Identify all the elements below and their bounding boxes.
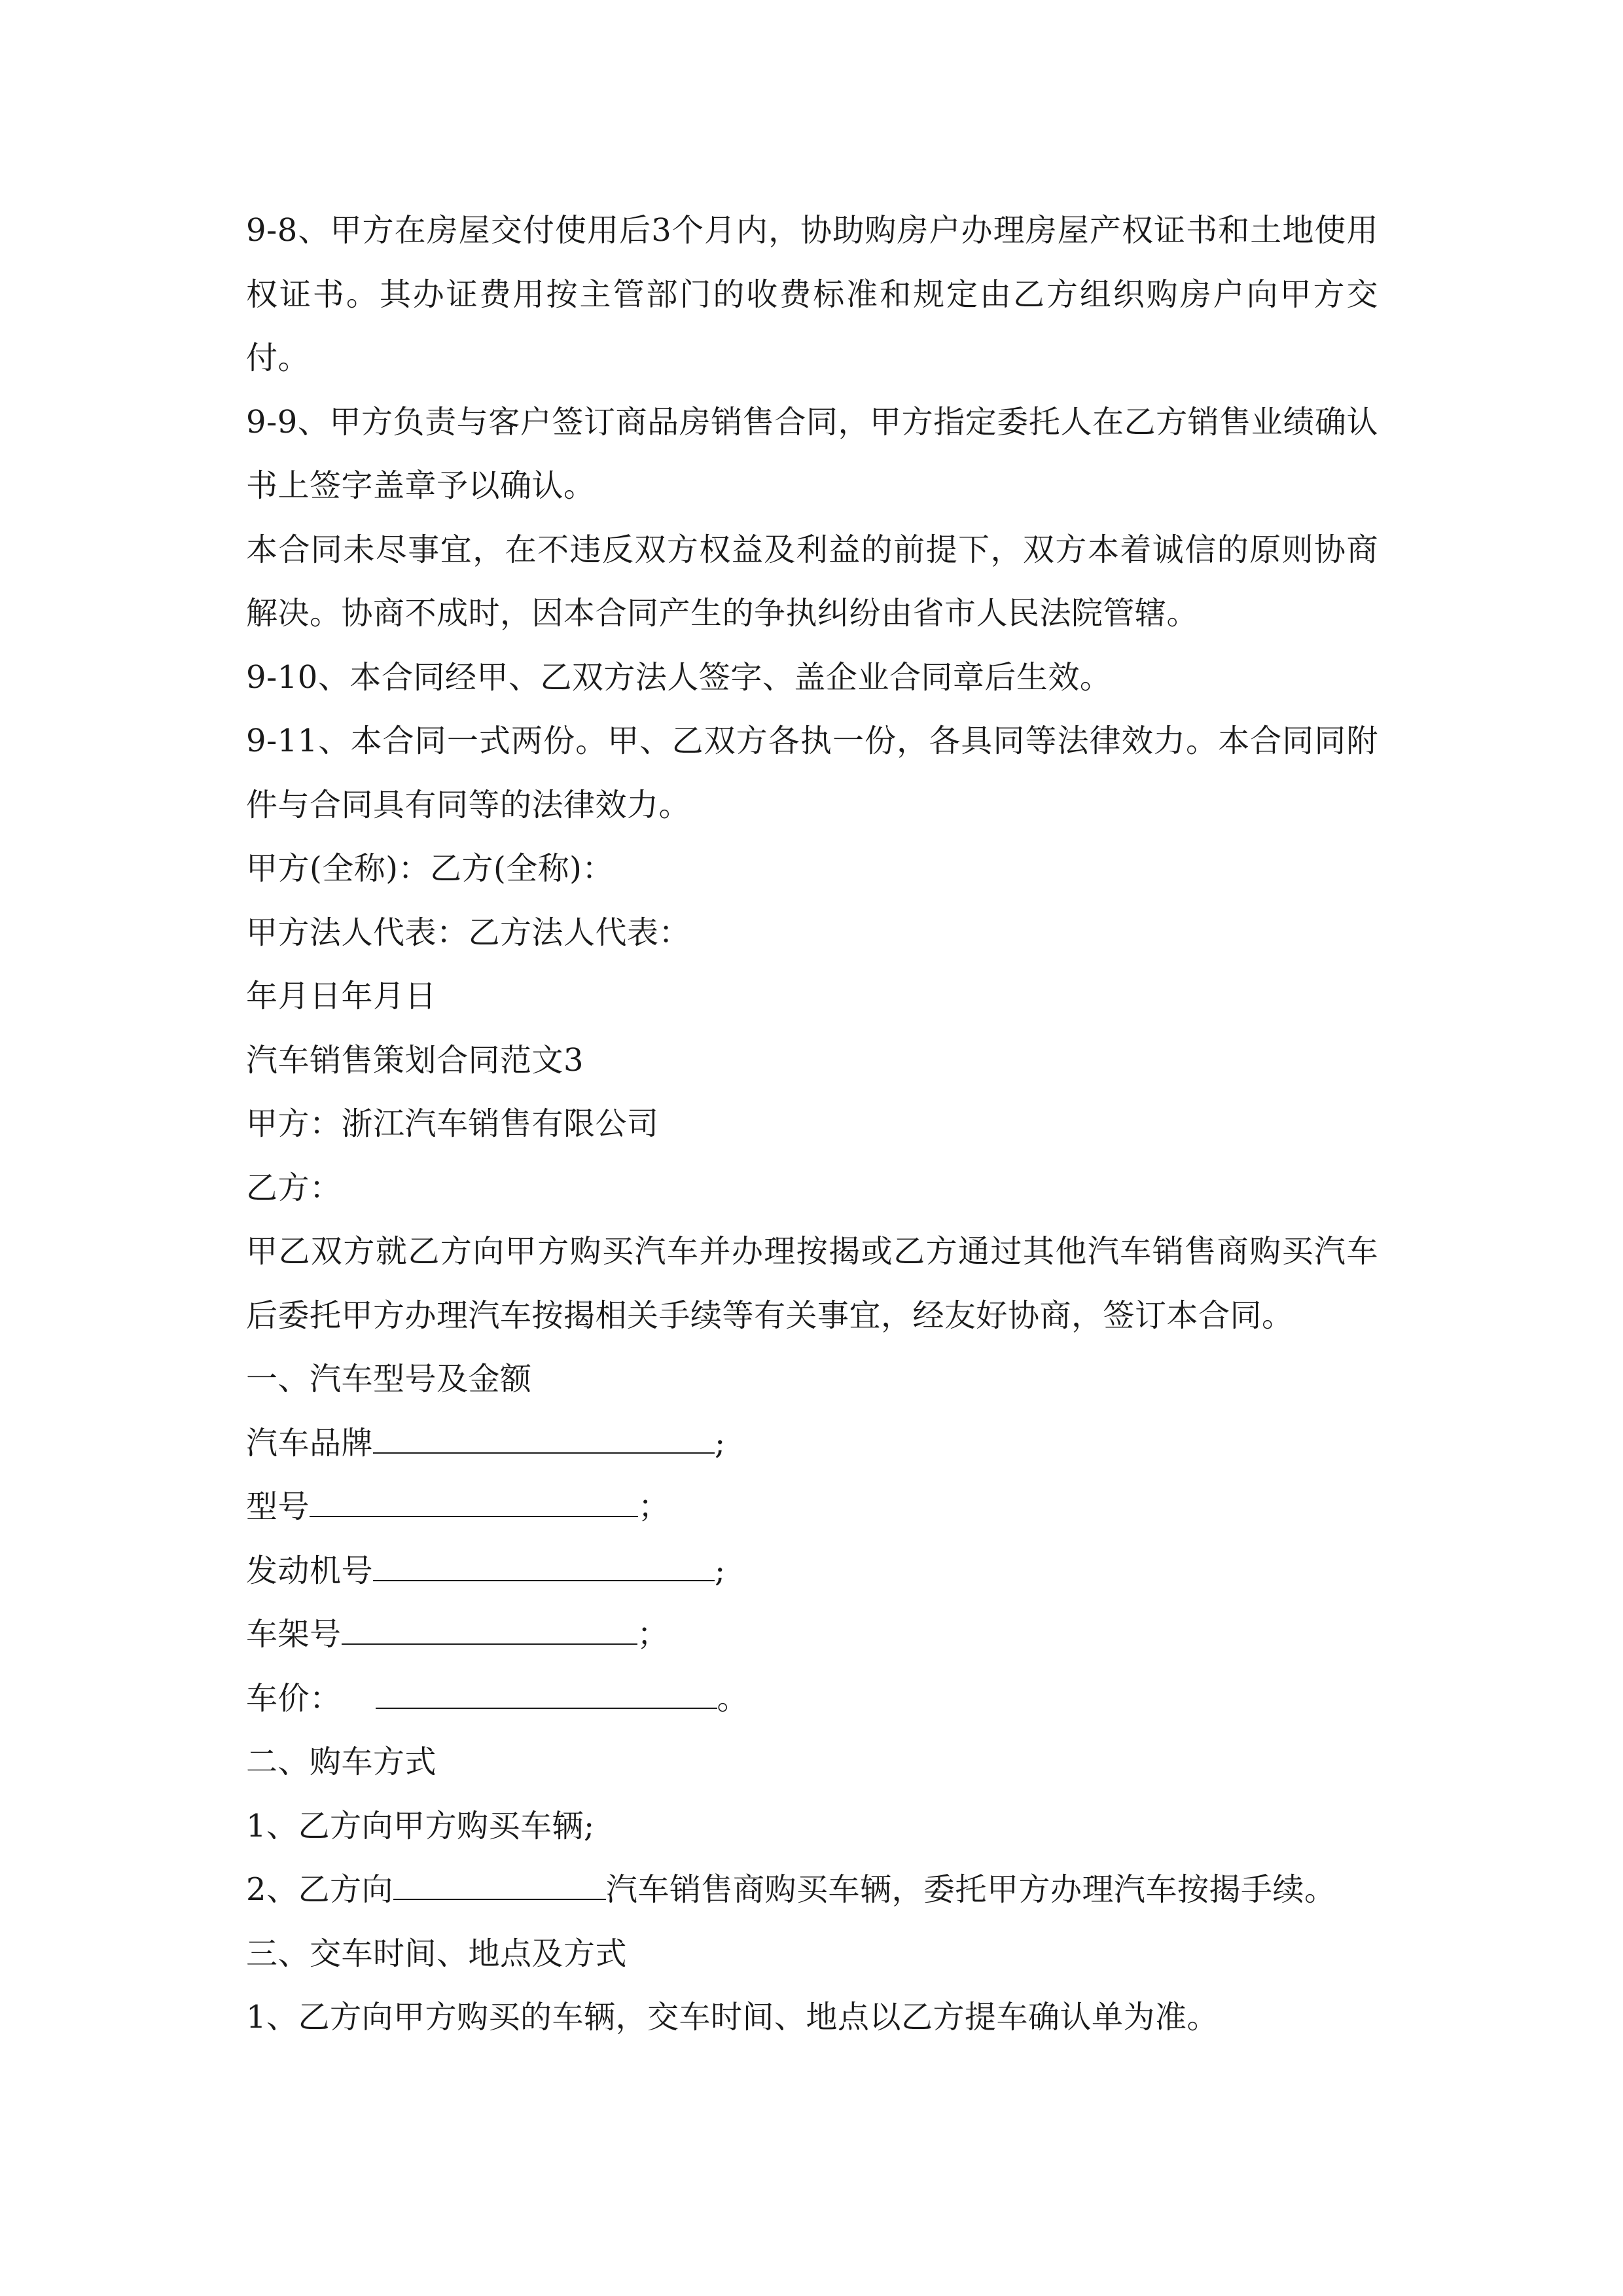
party-names-line: 甲方(全称)：乙方(全称)： [246, 850, 614, 887]
car-brand-label: 汽车品牌 [246, 1424, 374, 1462]
dispute-clause: 本合同未尽事宜，在不违反双方权益及利益的前提下，双方本着诚信的原则协商解决。协商不成时，因本合同产生的争执纠纷由省市人民法院管辖。 [246, 531, 1378, 632]
section-1-heading: 一、汽车型号及金额 [246, 1361, 532, 1397]
party-a-line: 甲方：浙江汽车销售有限公司 [246, 1105, 659, 1142]
clause-9-11: 9-11、本合同一式两份。甲、乙双方各执一份，各具同等法律效力。本合同同附件与合同具有同等的法律效力。 [246, 723, 1378, 823]
field-engine-number [246, 1539, 1378, 1604]
frame-number-end: ； [637, 1616, 669, 1653]
model-label: 型号 [246, 1488, 310, 1525]
field-frame-number [246, 1603, 1378, 1667]
frame-number-blank[interactable] [342, 1604, 637, 1645]
car-brand-blank[interactable] [373, 1413, 715, 1454]
model-end: ； [638, 1488, 670, 1525]
dealer-blank[interactable] [393, 1859, 606, 1900]
car-price-label: 车价： [246, 1679, 342, 1717]
engine-number-label: 发动机号 [246, 1552, 374, 1589]
preamble: 甲乙双方就乙方向甲方购买汽车并办理按揭或乙方通过其他汽车销售商购买汽车后委托甲方办理汽车按揭相关手续等有关事宜，经友好协商，签订本合同。 [246, 1233, 1378, 1334]
frame-number-label: 车架号 [246, 1616, 342, 1653]
document-body [246, 199, 1378, 2050]
section-2-heading: 二、购车方式 [246, 1744, 437, 1780]
section-2-item-2-suffix: 汽车销售商购买车辆，委托甲方办理汽车按揭手续。 [606, 1871, 1336, 1908]
engine-number-end: ; [715, 1552, 726, 1589]
car-brand-end: ; [715, 1424, 726, 1462]
car-price-end: 。 [717, 1679, 749, 1717]
section-2-item-2 [246, 1858, 1378, 1922]
field-model [246, 1475, 1378, 1539]
section-3-heading: 三、交车时间、地点及方式 [246, 1935, 628, 1972]
clause-9-10: 9-10、本合同经甲、乙双方法人签字、盖企业合同章后生效。 [246, 658, 1112, 696]
field-car-brand [246, 1412, 1378, 1476]
legal-representatives-line: 甲方法人代表：乙方法人代表： [246, 914, 691, 951]
clause-9-8: 9-8、甲方在房屋交付使用后3个月内，协助购房户办理房屋产权证书和土地使用权证书。其办证费用按主管部门的收费标准和规定由乙方组织购房户向甲方交付。 [246, 212, 1378, 376]
section-2-item-1: 1、乙方向甲方购买车辆; [246, 1807, 595, 1844]
car-price-blank[interactable] [376, 1668, 717, 1709]
contract-title: 汽车销售策划合同范文3 [246, 1041, 584, 1079]
clause-9-9: 9-9、甲方负责与客户签订商品房销售合同，甲方指定委托人在乙方销售业绩确认书上签字盖章予以确认。 [246, 403, 1378, 504]
date-line: 年月日年月日 [246, 978, 437, 1014]
party-b-line: 乙方： [246, 1169, 342, 1206]
section-3-item-1: 1、乙方向甲方购买的车辆，交车时间、地点以乙方提车确认单为准。 [246, 1999, 1219, 2036]
field-car-price [246, 1667, 1378, 1731]
engine-number-blank[interactable] [373, 1541, 715, 1581]
section-2-item-2-prefix: 2、乙方向 [246, 1871, 394, 1908]
model-blank[interactable] [310, 1477, 638, 1517]
